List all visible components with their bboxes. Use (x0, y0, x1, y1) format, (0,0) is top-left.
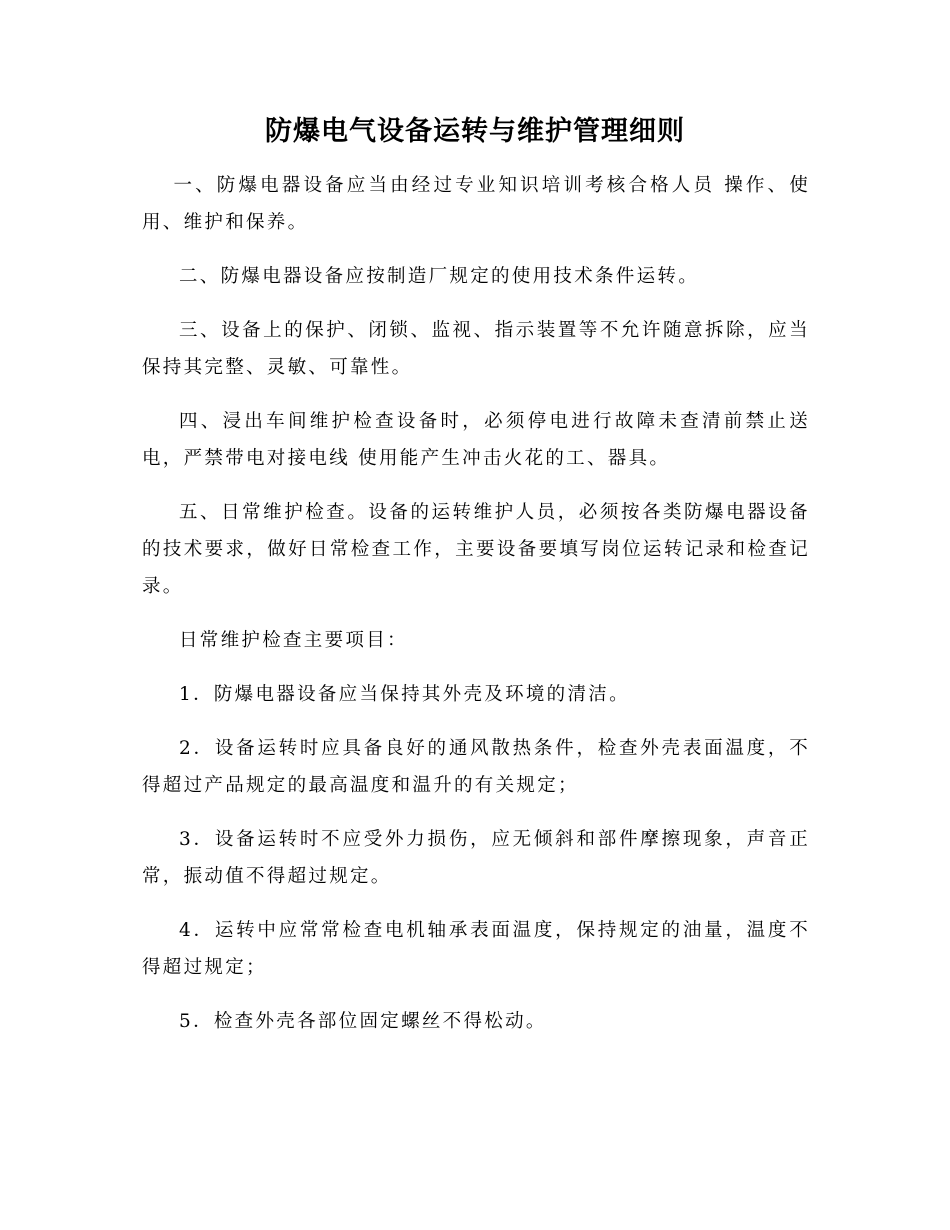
inspection-item-2: 2．设备运转时应具备良好的通风散热条件，检查外壳表面温度，不得超过产品规定的最高温度和温升的有关规定； (142, 738, 810, 796)
paragraph-4: 四、浸出车间维护检查设备时，必须停电进行故障未查清前禁止送电，严禁带电对接电线 使用能产生冲击火花的工、器具。 (142, 411, 810, 469)
inspection-items-heading: 日常维护检查主要项目： (179, 630, 408, 651)
paragraph-3: 三、设备上的保护、闭锁、监视、指示装置等不允许随意拆除，应当保持其完整、灵敏、可靠性。 (142, 320, 810, 378)
document-title: 防爆电气设备运转与维护管理细则 (265, 116, 685, 147)
document-body (142, 167, 810, 1057)
inspection-item-3: 3．设备运转时不应受外力损伤，应无倾斜和部件摩擦现象，声音正常，振动值不得超过规定。 (142, 829, 810, 887)
paragraph-1: 一、防爆电器设备应当由经过专业知识培训考核合格人员 操作、使用、维护和保养。 (142, 175, 810, 233)
paragraph-5: 五、日常维护检查。设备的运转维护人员，必须按各类防爆电器设备的技术要求，做好日常检查工作，主要设备要填写岗位运转记录和检查记录。 (142, 502, 810, 597)
inspection-item-4: 4．运转中应常常检查电机轴承表面温度，保持规定的油量，温度不得超过规定； (142, 920, 810, 978)
inspection-item-1: 1．防爆电器设备应当保持其外壳及环境的清洁。 (179, 684, 630, 705)
paragraph-2: 二、防爆电器设备应按制造厂规定的使用技术条件运转。 (179, 266, 700, 287)
inspection-item-5: 5．检查外壳各部位固定螺丝不得松动。 (179, 1011, 547, 1032)
